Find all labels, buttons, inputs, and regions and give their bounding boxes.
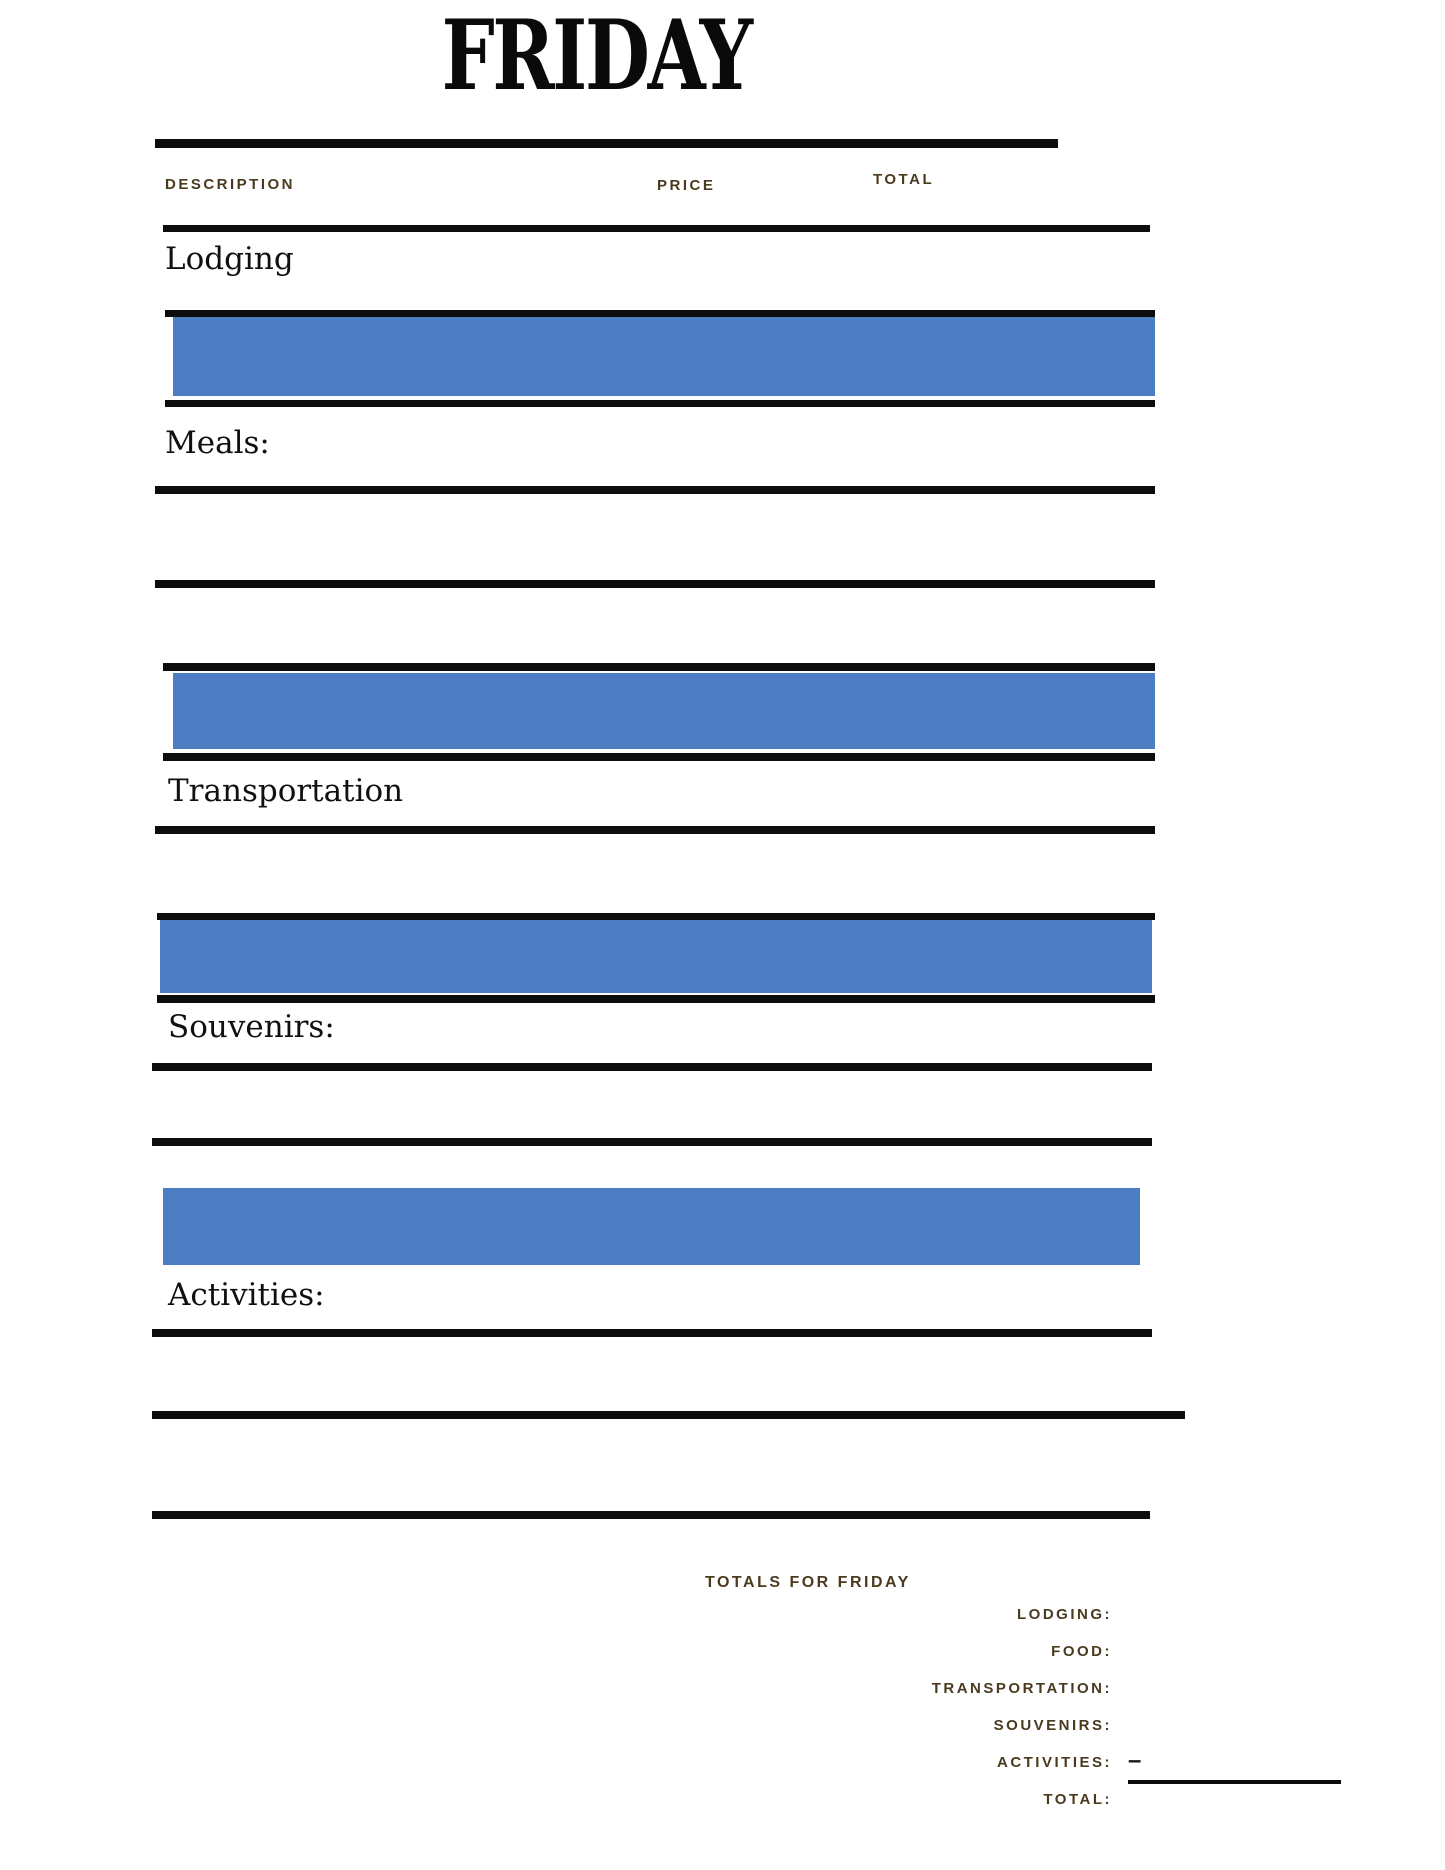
column-header-price: PRICE (657, 177, 716, 194)
column-header-description: DESCRIPTION (165, 176, 296, 193)
row-line (152, 1063, 1152, 1071)
row-line (155, 486, 1155, 494)
meals-highlight-bar (173, 673, 1155, 749)
souvenirs-highlight-bar (163, 1188, 1140, 1265)
section-label-meals: Meals: (165, 425, 270, 461)
row-line (165, 310, 1155, 317)
row-line (165, 400, 1155, 407)
row-line (155, 580, 1155, 588)
totals-label-souvenirs: SOUVENIRS: (993, 1717, 1112, 1734)
page-title-wrap (0, 0, 1192, 112)
row-line (157, 913, 1155, 920)
totals-label-total: TOTAL: (1043, 1791, 1112, 1808)
totals-label-activities: ACTIVITIES: (996, 1754, 1112, 1771)
row-line (152, 1138, 1152, 1146)
totals-label-food: FOOD: (1051, 1643, 1112, 1660)
row-line (157, 995, 1155, 1003)
row-line (155, 826, 1155, 834)
totals-heading: TOTALS FOR FRIDAY (705, 1574, 911, 1591)
page-title: FRIDAY (441, 0, 751, 112)
totals-label-transportation: TRANSPORTATION: (931, 1680, 1112, 1697)
lodging-highlight-bar (173, 317, 1155, 396)
totals-value-activities: – (1128, 1747, 1142, 1774)
header-underline (163, 225, 1150, 232)
section-label-lodging: Lodging (165, 241, 294, 277)
totals-label-lodging: LODGING: (1017, 1606, 1112, 1623)
section-label-transportation: Transportation (168, 773, 404, 809)
row-line (152, 1411, 1185, 1419)
row-line (152, 1329, 1152, 1337)
row-line (163, 753, 1155, 761)
row-line (163, 663, 1155, 671)
section-label-activities: Activities: (168, 1277, 325, 1313)
column-header-total: TOTAL (873, 171, 935, 188)
transportation-highlight-bar (160, 920, 1152, 993)
section-label-souvenirs: Souvenirs: (168, 1009, 335, 1045)
grand-total-underline (1128, 1780, 1341, 1784)
row-line (152, 1511, 1150, 1519)
title-underline (155, 139, 1058, 148)
